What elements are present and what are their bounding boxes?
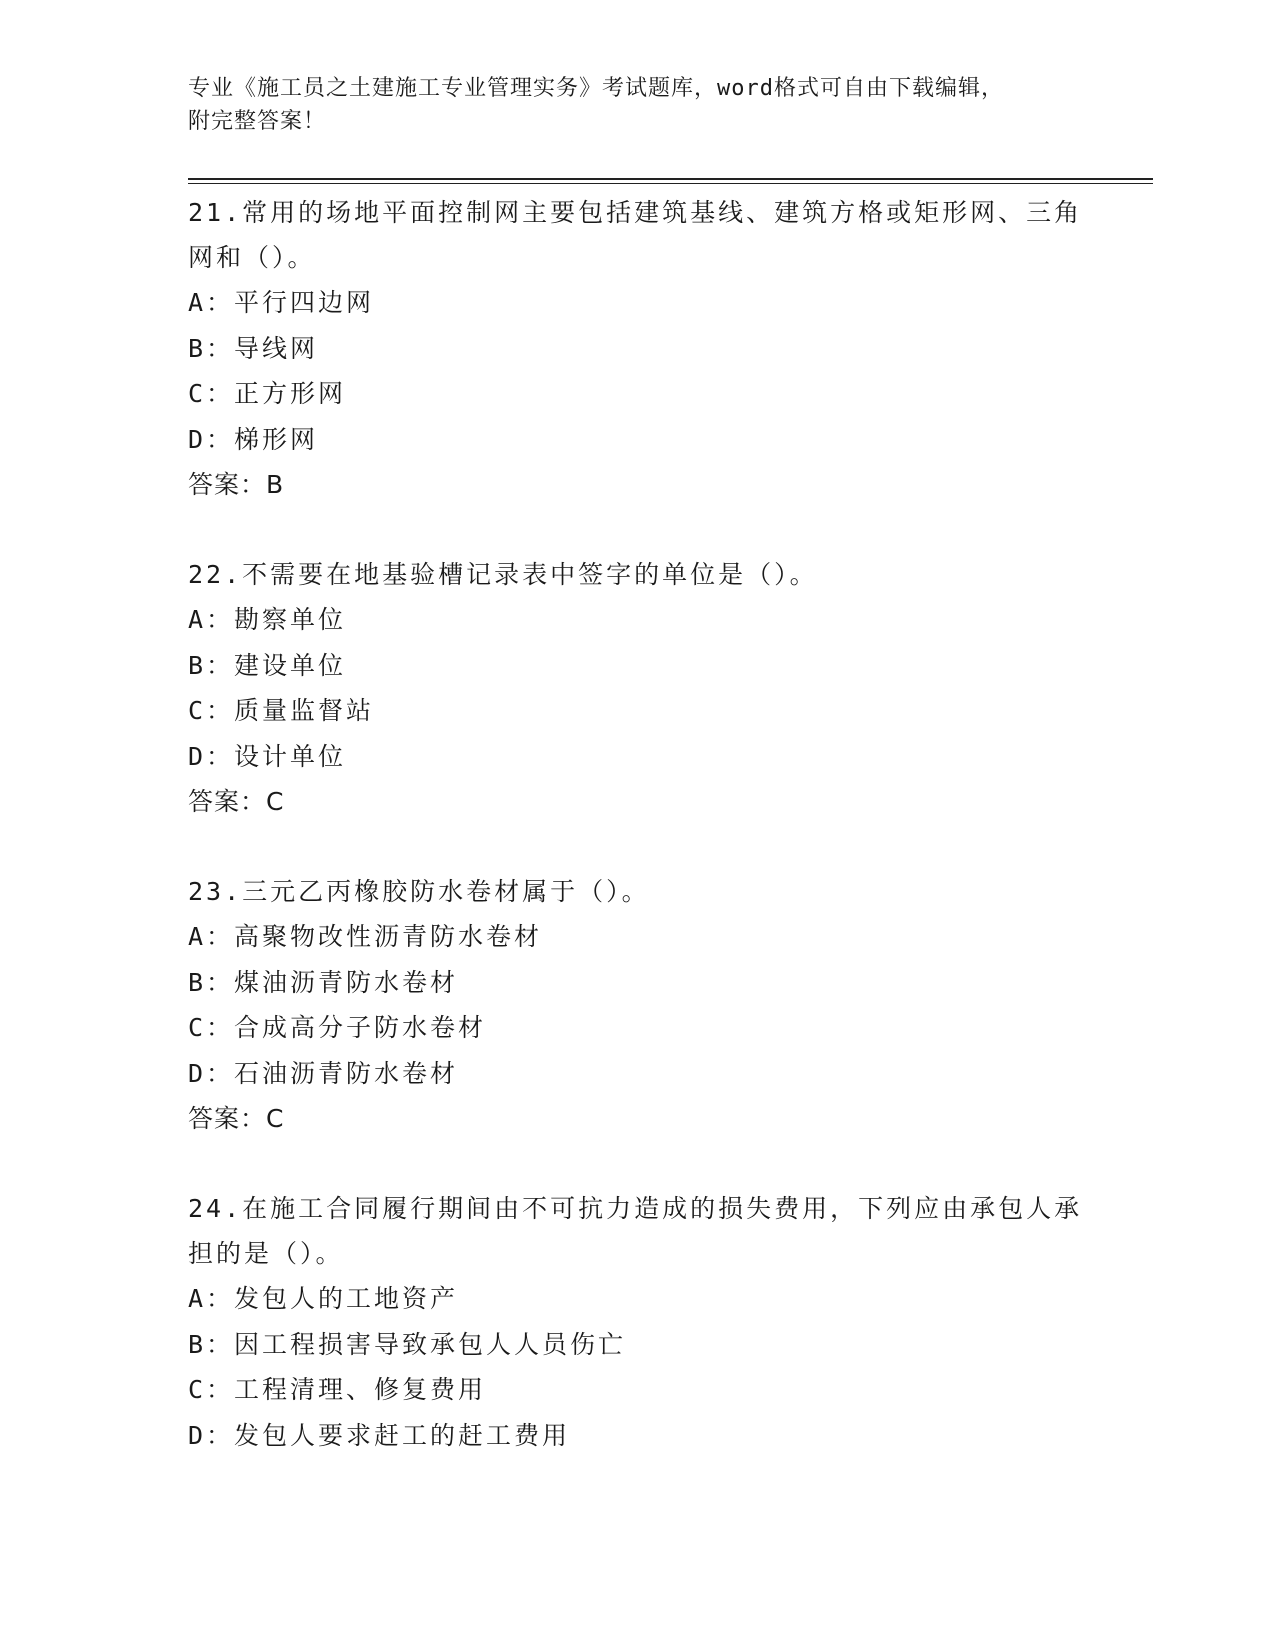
- option-c: C：正方形网: [188, 379, 347, 408]
- option-c: C：工程清理、修复费用: [188, 1375, 487, 1404]
- option-d: D：设计单位: [188, 741, 347, 771]
- option-c: C：质量监督站: [188, 696, 375, 725]
- question-22: [188, 552, 1088, 824]
- header-divider-thick: [188, 178, 1153, 180]
- option-a: A：高聚物改性沥青防水卷材: [188, 922, 543, 951]
- option-a: A：平行四边网: [188, 288, 375, 317]
- answer: 答案：B: [188, 470, 285, 499]
- option-a: A：发包人的工地资产: [188, 1284, 459, 1313]
- option-b: B：导线网: [188, 333, 319, 363]
- header-divider-thin: [188, 183, 1153, 184]
- question-stem: 21.常用的场地平面控制网主要包括建筑基线、建筑方格或矩形网、三角网和（）。: [188, 198, 1083, 272]
- question-24: [188, 1186, 1088, 1458]
- option-b: B：煤油沥青防水卷材: [188, 967, 459, 997]
- header-line-2: 附完整答案！: [188, 109, 327, 134]
- spacer: [188, 1141, 1088, 1186]
- spacer: [188, 824, 1088, 869]
- option-b: B：建设单位: [188, 650, 347, 680]
- answer: 答案：C: [188, 787, 285, 816]
- question-list: [188, 190, 1088, 1458]
- document-header: [188, 72, 1068, 138]
- option-b: B：因工程损害导致承包人人员伤亡: [188, 1329, 627, 1359]
- answer: 答案：C: [188, 1104, 285, 1133]
- option-d: D：梯形网: [188, 424, 319, 454]
- question-stem: 22.不需要在地基验槽记录表中签字的单位是（）。: [188, 560, 818, 589]
- spacer: [188, 507, 1088, 552]
- option-d: D：石油沥青防水卷材: [188, 1058, 459, 1088]
- option-a: A：勘察单位: [188, 605, 347, 634]
- option-d: D：发包人要求赶工的赶工费用: [188, 1420, 571, 1450]
- question-21: [188, 190, 1088, 507]
- question-stem: 24.在施工合同履行期间由不可抗力造成的损失费用，下列应由承包人承担的是（）。: [188, 1194, 1083, 1268]
- header-line-1: 专业《施工员之土建施工专业管理实务》考试题库，word格式可自由下载编辑，: [188, 76, 1004, 101]
- question-23: [188, 869, 1088, 1141]
- option-c: C：合成高分子防水卷材: [188, 1013, 487, 1042]
- question-stem: 23.三元乙丙橡胶防水卷材属于（）。: [188, 877, 650, 906]
